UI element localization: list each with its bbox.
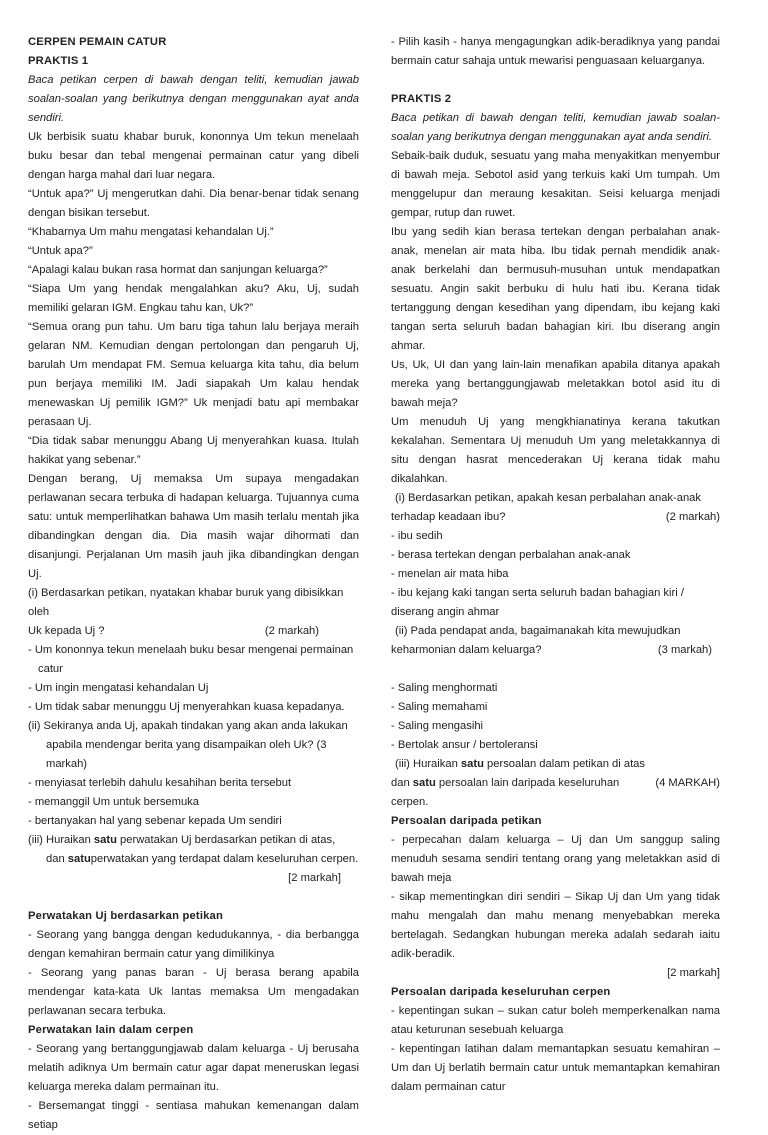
question-3-text: persoalan lain daripada keseluruhan cerpen. [391,777,620,808]
passage-paragraph: “Untuk apa?” Uj mengerutkan dahi. Dia benar-benar tidak senang dengan bisikan tersebut. [28,188,359,219]
passage-paragraph: “Siapa Um yang hendak mengalahkan aku? Aku, Uj, sudah memiliki gelaran IGM. Engkau tahu kan, Uk?” [28,283,359,314]
passage-paragraph: “Untuk apa?” [28,245,93,257]
answer-item: - Seorang yang bangga dengan kedudukannya, - dia berbangga dengan kemahiran bermain catur yang dimilikinya [28,929,359,960]
question-3-text: dan [46,853,68,865]
question-2-line-1: (ii) Pada pendapat anda, bagaimanakah kita mewujudkan [395,625,681,637]
question-3-bold: satu [93,834,117,846]
answer-item: - bertanyakan hal yang sebenar kepada Um sendiri [28,815,282,827]
answer-item: - perpecahan dalam keluarga – Uj dan Um sanggup saling menuduh sesama sendiri tentang orang yang meletakkan asid di bawah meja [391,834,720,884]
document-title: CERPEN PEMAIN CATUR [28,36,167,48]
answer-item: - Um ingin mengatasi kehandalan Uj [28,682,209,694]
section-heading-petikan: Persoalan daripada petikan [391,815,542,827]
answer-item: - Seorang yang bertanggungjawab dalam keluarga - Uj berusaha melatih adiknya Um bermain catur agar dapat meneruskan legasi keluarga mereka dalam permainan itu. [28,1043,359,1093]
question-1-line-2 [28,622,359,641]
question-3-mark: [2 markah] [288,872,341,884]
question-3-text: perwatakan Uj berdasarkan petikan di atas, [116,834,336,846]
answer-item: - berasa tertekan dengan perbalahan anak-anak [391,549,631,561]
answer-item: - Seorang yang panas baran - Uj berasa berang apabila mendengar kata-kata Uk lantas memaksa Um mengadakan perlawanan secara terbuka. [28,967,359,1017]
section-heading-uj: Perwatakan Uj berdasarkan petikan [28,910,224,922]
passage-paragraph: Uk berbisik suatu khabar buruk, kononnya Um tekun menelaah buku besar dan tebal mengenai permainan catur yang dibeli dengan harga mahal dari luar negara. [28,131,359,181]
answer-item: - Bertolak ansur / bertoleransi [391,739,538,751]
answer-item: - kepentingan sukan – sukan catur boleh memperkenalkan nama atau keturunan sesebuah keluarga [391,1005,720,1036]
answer-item: - Um tidak sabar menunggu Uj menyerahkan kuasa kepadanya. [28,701,345,713]
question-3-line-1 [391,755,720,774]
left-column [28,33,359,1135]
section-heading-keseluruhan: Persoalan daripada keseluruhan cerpen [391,986,611,998]
answer-item: - Saling mengasihi [391,720,484,732]
question-2-text: keharmonian dalam keluarga? [391,644,542,656]
question-2-mark: (3 markah) [657,644,712,656]
passage-paragraph: Um menuduh Uj yang mengkhianatinya kerana takutkan kekalahan. Sementara Uj menuduh Um yang meletakkannya di situ dengan hasrat mencederakan Uj kerana tidak mahu dikalahkan. [391,416,720,485]
question-3-bold: satu [460,758,484,770]
question-2-line-2: apabila mendengar berita yang disampaikan oleh Uk? (3 markah) [46,739,327,770]
praktis-1-heading: PRAKTIS 1 [28,55,89,67]
question-1-line-2 [391,508,720,527]
question-3-line-1 [28,831,359,850]
question-3-text: (iii) Huraikan [395,758,461,770]
question-2-line-2 [391,641,720,660]
question-3-text: dan [391,777,413,789]
question-3-text: persoalan dalam petikan di atas [483,758,645,770]
question-1-line-1: (i) Berdasarkan petikan, nyatakan khabar buruk yang dibisikkan oleh [28,587,344,618]
question-1-mark: (2 markah) [665,511,720,523]
question-1-mark: (2 markah) [264,625,319,637]
answer-item: - kepentingan latihan dalam memantapkan sesuatu kemahiran – Um dan Uj berlatih bermain catur untuk memantapkan kemahiran dalam permainan catur [391,1043,720,1093]
question-2-line-1: (ii) Sekiranya anda Uj, apakah tindakan yang akan anda lakukan [28,720,348,732]
answer-item: - Um kononnya tekun menelaah buku besar mengenai permainan [28,644,354,656]
section-heading-lain: Perwatakan lain dalam cerpen [28,1024,194,1036]
answer-item: - menyiasat terlebih dahulu kesahihan berita tersebut [28,777,292,789]
answer-item: - memanggil Um untuk bersemuka [28,796,199,808]
answer-item: - sikap mementingkan diri sendiri – Sikap Uj dan Um yang tidak mahu mengalah dan mahu menang menyebabkan mereka bertelagah. Sedangkan hubungan mereka adalah sedarah iaitu adik-beradik. [391,891,720,960]
praktis-2-heading: PRAKTIS 2 [391,93,452,105]
question-1-text: terhadap keadaan ibu? [391,511,506,523]
answer-item: - ibu sedih [391,530,443,542]
question-3-text: (iii) Huraikan [28,834,94,846]
passage-paragraph: Dengan berang, Uj memaksa Um supaya mengadakan perlawanan secara terbuka di hadapan keluarga. Tujuannya cuma satu: untuk memperlihatkan bahawa Um masih terlalu mentah jika dibandingkan dengan dia. Dia masih wajar dihormati dan disanjungi. Perjalanan Um masih jauh jika dibandingkan dengan Uj. [28,473,359,580]
praktis-1-instruction: Baca petikan cerpen di bawah dengan teliti, kemudian jawab soalan-soalan yang berikutnya dengan menggunakan ayat anda sendiri. [28,74,359,124]
answer-item: - Pilih kasih - hanya mengagungkan adik-beradiknya yang pandai bermain catur sahaja untuk mewarisi penguasaan keluarganya. [391,36,720,67]
answer-item: - Saling menghormati [391,682,498,694]
passage-paragraph: “Apalagi kalau bukan rasa hormat dan sanjungan keluarga?” [28,264,328,276]
right-column [391,33,720,1097]
petikan-mark: [2 markah] [667,967,720,979]
answer-item: - ibu kejang kaki tangan serta seluruh badan bahagian kiri / diserang angin ahmar [391,587,684,618]
passage-paragraph: “Dia tidak sabar menunggu Abang Uj menyerahkan kuasa. Itulah hakikat yang sebenar.” [28,435,359,466]
answer-item: - Saling memahami [391,701,488,713]
passage-paragraph: “Semua orang pun tahu. Um baru tiga tahun lalu berjaya meraih gelaran NM. Kemudian dengan pertolongan dan pengaruh Uj, barulah Um mendapat FM. Semua keluarga kita tahu, dia belum pun berjaya memiliki IM. Jadi siapakah Um kalau hendak menewaskan Uj pemilik IGM?” Uk menjadi batu api membakar perasaan Uj. [28,321,359,428]
question-1-line-1: (i) Berdasarkan petikan, apakah kesan perbalahan anak-anak [395,492,701,504]
question-3-text: perwatakan yang terdapat dalam keseluruhan cerpen. [90,853,359,865]
spacer [391,71,720,90]
question-3-line-2 [28,850,359,869]
question-1-text: Uk kepada Uj ? [28,625,105,637]
question-3-text-wrap [391,774,655,812]
passage-paragraph: Ibu yang sedih kian berasa tertekan dengan perbalahan anak-anak, menelan air mata hiba. Ibu tidak pernah mendidik anak-anak berkelahi dan bermusuh-musuhan untuk mendapatkan sesuatu. Angin sakit berbuku di hulu hati ibu. Kerana tidak tertanggung dengan kesedihan yang dipendam, ibu kejang kaki tangan serta seluruh badan bahagian kiri. Ibu diserang angin ahmar. [391,226,720,352]
question-3-mark: (4 MARKAH) [655,777,720,789]
praktis-2-instruction: Baca petikan di bawah dengan teliti, kemudian jawab soalan-soalan yang berikutnya dengan menggunakan ayat anda sendiri. [391,112,720,143]
spacer [28,888,359,907]
question-3-bold: satu [67,853,91,865]
answer-item: - Bersemangat tinggi - sentiasa mahukan kemenangan dalam setiap [28,1100,359,1131]
question-3-bold: satu [412,777,436,789]
passage-paragraph: “Khabarnya Um mahu mengatasi kehandalan Uj.” [28,226,274,238]
passage-paragraph: Sebaik-baik duduk, sesuatu yang maha menyakitkan menyembur di bawah meja. Sebotol asid yang terkuis kaki Um tumpah. Um menggelupur dan meraung kesakitan. Seisi keluarga menjadi gempar, rutup dan ruwet. [391,150,720,219]
passage-paragraph: Us, Uk, UI dan yang lain-lain menafikan apabila ditanya apakah mereka yang bertanggungjawab meletakkan botol asid itu di bawah meja? [391,359,720,409]
answer-item: - menelan air mata hiba [391,568,509,580]
spacer [391,660,720,679]
question-3-line-2 [391,774,720,812]
answer-item: catur [38,663,63,675]
